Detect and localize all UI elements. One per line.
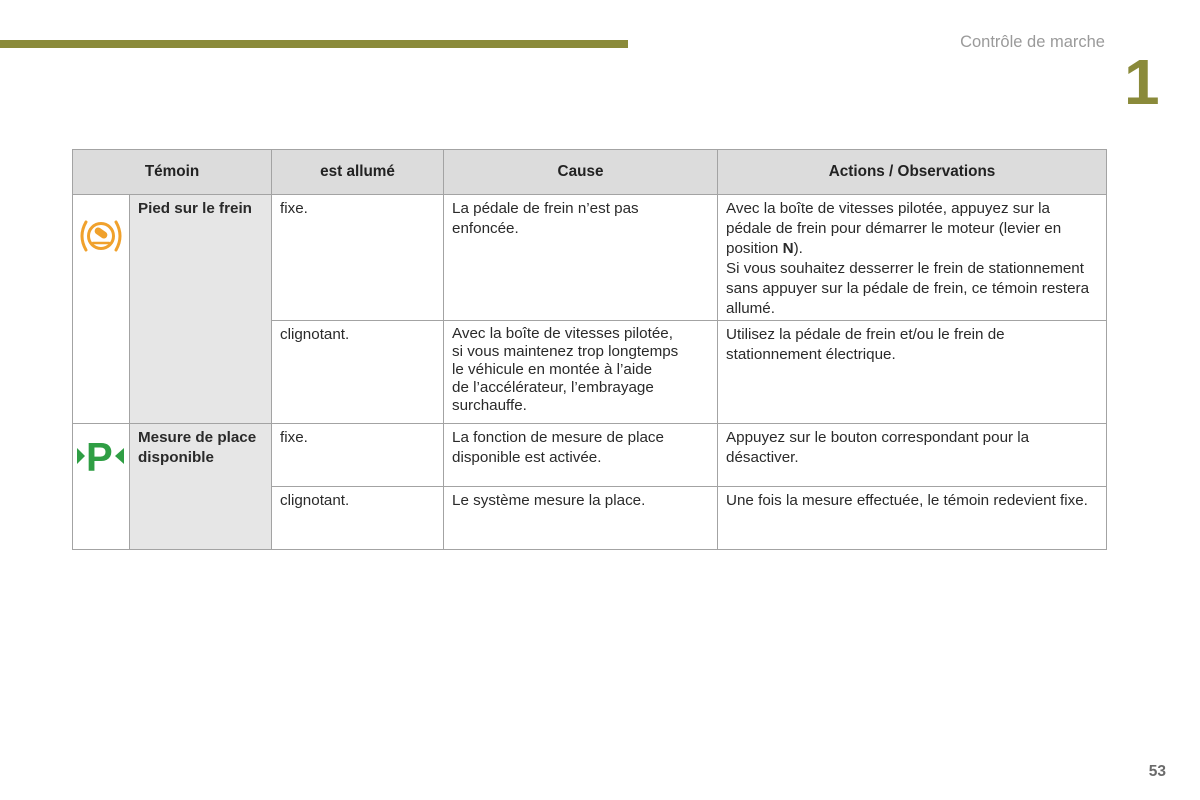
indicator-name <box>130 424 272 550</box>
table-row <box>73 195 1107 321</box>
indicator-name <box>130 195 272 424</box>
indicator-icon-cell <box>73 424 130 550</box>
cause-line: enfoncée. <box>452 220 519 237</box>
state-cell: fixe. <box>272 424 444 487</box>
arrow-left-icon <box>115 448 124 464</box>
page-number: 53 <box>1148 763 1166 780</box>
actions-line-suffix: ). <box>793 240 803 257</box>
column-header-temoin: Témoin <box>73 150 272 195</box>
cause-cell <box>444 321 718 424</box>
arrow-right-icon <box>77 448 85 464</box>
actions-cell <box>718 195 1107 321</box>
actions-line: Une fois la mesure effectuée, le témoin redevient fixe. <box>726 492 1088 509</box>
column-header-actions-observations: Actions / Observations <box>718 150 1107 195</box>
actions-line: stationnement électrique. <box>726 346 896 363</box>
cause-cell <box>444 424 718 487</box>
foot-icon <box>93 226 108 240</box>
actions-line: allumé. <box>726 300 775 317</box>
cause-line: si vous maintenez trop longtemps <box>452 343 679 360</box>
cause-line: Avec la boîte de vitesses pilotée, <box>452 325 673 342</box>
column-header-est-allume: est allumé <box>272 150 444 195</box>
cause-cell <box>444 195 718 321</box>
parking-letter: P <box>86 441 113 471</box>
indicator-name-line: Pied sur le frein <box>138 200 252 217</box>
left-arc-icon <box>82 222 86 250</box>
cause-line: disponible est activée. <box>452 449 602 466</box>
actions-line: sans appuyer sur la pédale de frein, ce témoin restera <box>726 280 1090 297</box>
state-cell: clignotant. <box>272 487 444 550</box>
actions-cell <box>718 487 1107 550</box>
cause-line: le véhicule en montée à l’aide <box>452 361 653 378</box>
actions-line: désactiver. <box>726 449 799 466</box>
cause-line: Le système mesure la place. <box>452 492 646 509</box>
actions-cell <box>718 321 1107 424</box>
section-title: Contrôle de marche <box>960 33 1105 51</box>
cause-line: surchauffe. <box>452 397 527 414</box>
state-cell: fixe. <box>272 195 444 321</box>
gear-position-label: N <box>782 240 794 257</box>
actions-line: Utilisez la pédale de frein et/ou le frein de <box>726 326 1005 343</box>
actions-line-prefix: position <box>726 240 783 257</box>
right-arc-icon <box>116 222 120 250</box>
actions-line <box>726 239 1100 259</box>
actions-line: Si vous souhaitez desserrer le frein de stationnement <box>726 260 1084 277</box>
indicator-name-line: Mesure de place <box>138 429 257 446</box>
chapter-number: 1 <box>1124 46 1160 118</box>
actions-line: Appuyez sur le bouton correspondant pour la <box>726 429 1030 446</box>
actions-line: Avec la boîte de vitesses pilotée, appuyez sur la <box>726 200 1050 217</box>
indicator-icon-cell <box>73 195 130 424</box>
indicator-name-line: disponible <box>138 449 214 466</box>
table-header-row <box>73 150 1107 195</box>
foot-on-brake-warning-icon <box>78 219 124 253</box>
cause-line: La pédale de frein n’est pas <box>452 200 639 217</box>
cause-line: La fonction de mesure de place <box>452 429 664 446</box>
section-rule <box>0 40 628 48</box>
actions-line: pédale de frein pour démarrer le moteur (levier en <box>726 220 1062 237</box>
actions-cell <box>718 424 1107 487</box>
indicator-table <box>72 149 1107 550</box>
parking-space-measure-icon <box>77 441 125 471</box>
cause-cell <box>444 487 718 550</box>
cause-line: de l’accélérateur, l’embrayage <box>452 379 654 396</box>
column-header-cause: Cause <box>444 150 718 195</box>
table-row <box>73 424 1107 487</box>
state-cell: clignotant. <box>272 321 444 424</box>
